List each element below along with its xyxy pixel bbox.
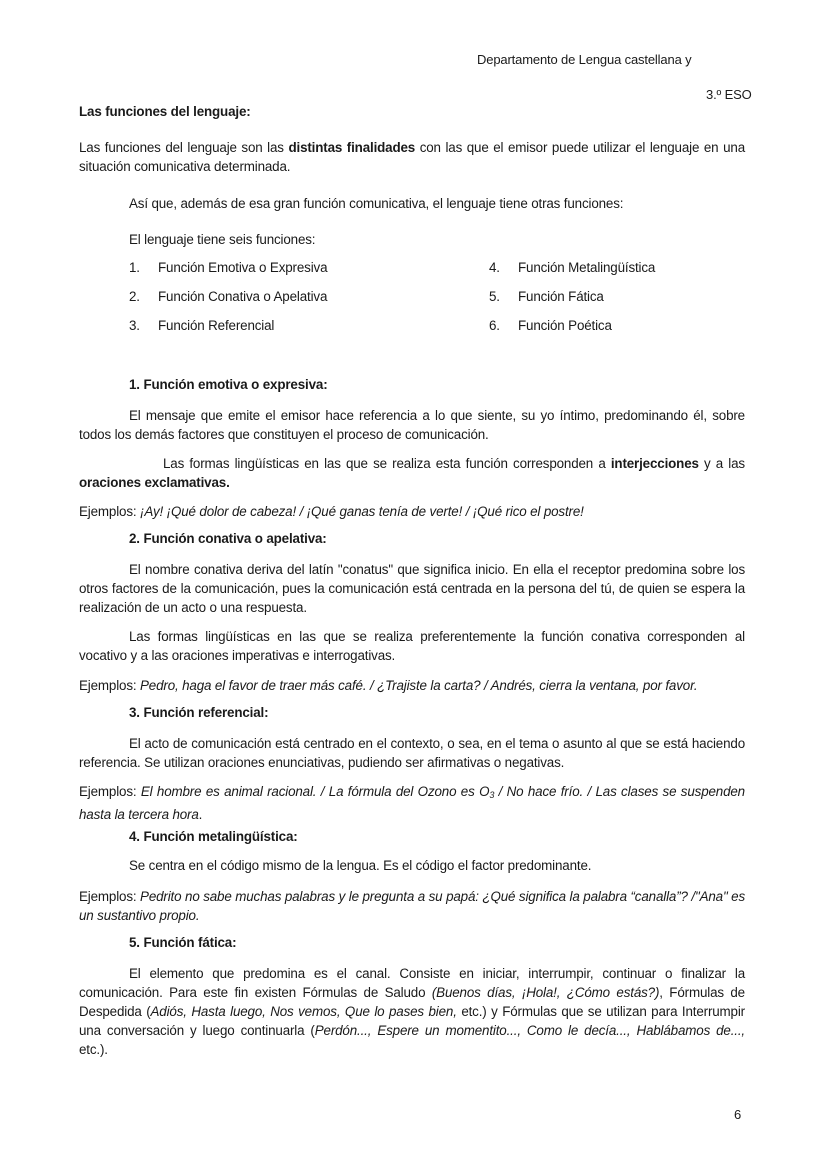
text: Las formas lingüísticas en las que se realiza esta función corresponden a xyxy=(163,456,611,471)
text: y a las xyxy=(698,456,745,471)
bold-term: interjecciones xyxy=(610,456,699,471)
list-number: 4. xyxy=(489,260,500,275)
intro-paragraph-2: Así que, además de esa gran función comunicativa, el lenguaje tiene otras funciones: xyxy=(129,196,624,211)
section-4-paragraph-1: Se centra en el código mismo de la lengua. Es el código el factor predominante. xyxy=(129,858,592,873)
section-5-title: 5. Función fática: xyxy=(129,935,237,950)
section-4-title: 4. Función metalingüística: xyxy=(129,829,298,844)
examples-label: Ejemplos: xyxy=(79,678,141,693)
section-1-title: 1. Función emotiva o expresiva: xyxy=(129,377,328,392)
examples-text: El hombre es animal racional. / La fórmula del Ozono es O xyxy=(140,784,490,799)
header-department: Departamento de Lengua castellana y xyxy=(477,52,692,67)
list-item xyxy=(129,318,274,333)
intro-paragraph xyxy=(79,138,745,176)
list-label: Función Conativa o Apelativa xyxy=(158,289,328,304)
text: , Fórmulas de Despedida ( xyxy=(79,985,745,1019)
italic-text: Perdón..., Espere un momentito..., Como le decía..., Hablábamos de..., xyxy=(314,1023,745,1038)
section-5-paragraph-1 xyxy=(79,964,745,1059)
list-label: Función Fática xyxy=(518,289,604,304)
intro-text-2: con las que el emisor puede utilizar el lenguaje en una situación comunicativa determinada. xyxy=(79,140,745,174)
examples-label: Ejemplos: xyxy=(79,889,141,904)
list-label: Función Referencial xyxy=(158,318,275,333)
list-number: 6. xyxy=(489,318,500,333)
list-number: 2. xyxy=(129,289,140,304)
italic-text: (Buenos días, ¡Hola!, ¿Cómo estás?) xyxy=(431,985,660,1000)
section-2-paragraph-2: Las formas lingüísticas en las que se realiza preferentemente la función conativa corresponden al vocativo y a las oraciones imperativas e interrogativas. xyxy=(79,629,745,663)
list-number: 3. xyxy=(129,318,140,333)
text: El elemento que predomina es el canal. Consiste en iniciar, interrumpir, continuar o finalizar la comunicación. Para este fin existen Fórmulas de Saludo xyxy=(79,966,745,1000)
section-2-paragraph-1: El nombre conativa deriva del latín "conatus" que significa inicio. En ella el receptor predomina sobre los otros factores de la comunicación, pues la comunicación está centrada en la persona del tú, de quien se espera la realización de un acto o una respuesta. xyxy=(79,562,745,615)
list-item xyxy=(129,289,327,304)
list-item xyxy=(489,260,655,275)
list-item xyxy=(129,260,327,275)
document-title: Las funciones del lenguaje: xyxy=(79,104,251,119)
intro-paragraph-3: El lenguaje tiene seis funciones: xyxy=(129,232,316,247)
section-3-paragraph-1: El acto de comunicación está centrado en el contexto, o sea, en el tema o asunto al que se está haciendo referencia. Se utilizan oraciones enunciativas, pudiendo ser afirmativas o negativas. xyxy=(79,736,745,770)
section-3-title: 3. Función referencial: xyxy=(129,705,269,720)
list-label: Función Emotiva o Expresiva xyxy=(158,260,328,275)
intro-text-1: Las funciones del lenguaje son las xyxy=(79,140,289,155)
examples-text: / No hace frío. / Las clases se suspenden hasta la tercera hora xyxy=(79,784,745,822)
list-label: Función Metalingüística xyxy=(518,260,656,275)
text: etc.). xyxy=(79,1042,108,1057)
examples-label: Ejemplos: xyxy=(79,784,141,799)
text: etc.) y Fórmulas que se utilizan para Interrumpir una conversación y luego continuarla ( xyxy=(79,1004,745,1038)
intro-bold-term: distintas finalidades xyxy=(288,140,416,155)
examples-text: Pedro, haga el favor de traer más café. / ¿Trajiste la carta? / Andrés, cierra la ventana, por favor. xyxy=(140,678,698,693)
examples-text: ¡Ay! ¡Qué dolor de cabeza! / ¡Qué ganas tenía de verte! / ¡Qué rico el postre! xyxy=(140,504,584,519)
text: . xyxy=(198,807,203,822)
italic-text: Adiós, Hasta luego, Nos vemos, Que lo pases bien, xyxy=(150,1004,457,1019)
subscript: 3 xyxy=(489,790,495,800)
list-item xyxy=(489,318,612,333)
list-number: 1. xyxy=(129,260,140,275)
page-number: 6 xyxy=(734,1107,742,1122)
section-2-examples xyxy=(79,676,745,695)
section-3-examples xyxy=(79,782,745,824)
examples-label: Ejemplos: xyxy=(79,504,141,519)
list-label: Función Poética xyxy=(518,318,612,333)
header-course: 3.º ESO xyxy=(706,87,752,102)
examples-text: Pedrito no sabe muchas palabras y le pregunta a su papá: ¿Qué significa la palabra “canalla”? /"Ana" es un sustantivo propio. xyxy=(79,889,745,923)
section-4-examples xyxy=(79,887,745,925)
section-1-examples xyxy=(79,502,745,521)
section-1-paragraph-1: El mensaje que emite el emisor hace referencia a lo que siente, su yo íntimo, predominando él, sobre todos los demás factores que constituyen el proceso de comunicación. xyxy=(79,408,745,442)
list-number: 5. xyxy=(489,289,500,304)
section-1-paragraph-2 xyxy=(79,454,745,492)
list-item xyxy=(489,289,604,304)
section-2-title: 2. Función conativa o apelativa: xyxy=(129,531,327,546)
bold-term: oraciones exclamativas. xyxy=(79,475,230,490)
